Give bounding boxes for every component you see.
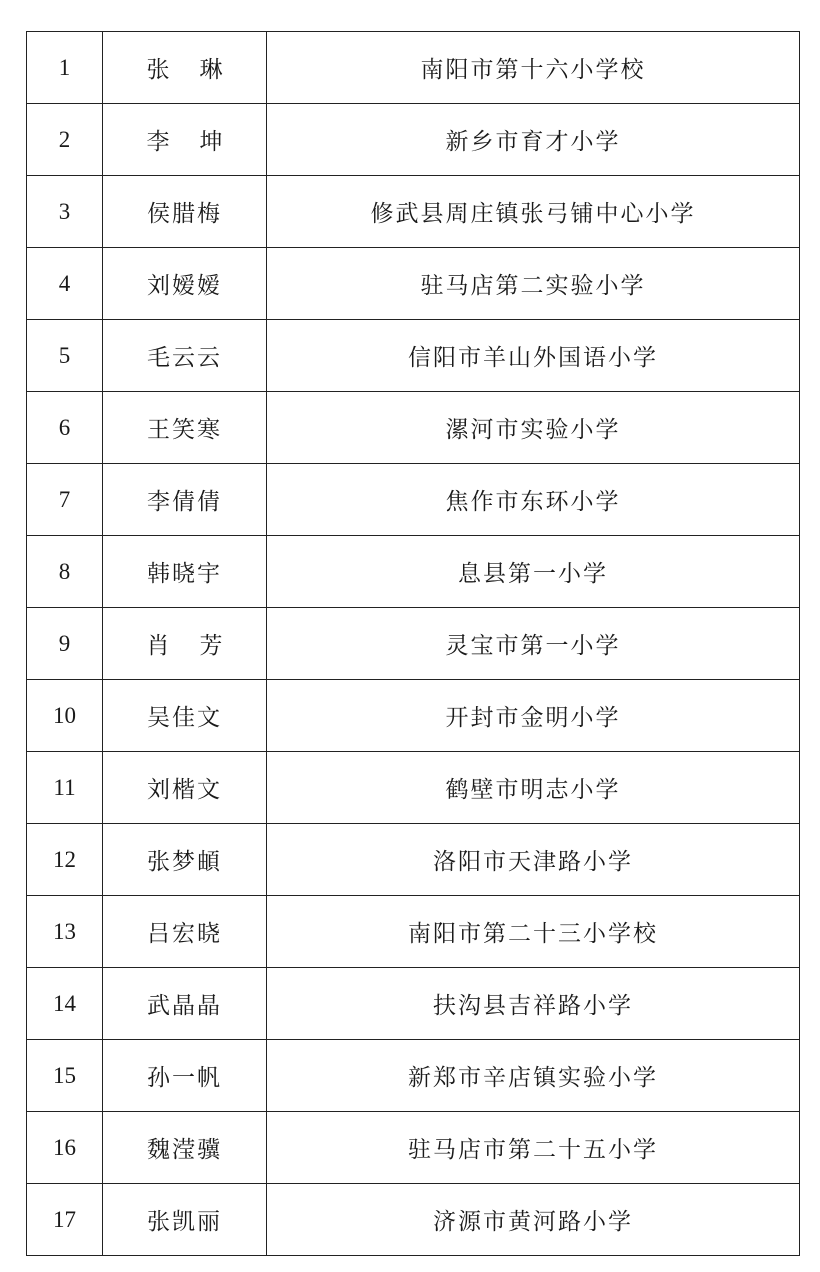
school-name: 鹤壁市明志小学: [267, 752, 800, 824]
person-name: 刘楷文: [147, 777, 222, 803]
person-name: 韩晓宇: [147, 561, 222, 587]
school-name: 南阳市第二十三小学校: [267, 896, 800, 968]
school-name: 新乡市育才小学: [267, 104, 800, 176]
person-name: 张琳: [146, 57, 253, 83]
person-name: 魏滢骥: [147, 1137, 222, 1163]
table-row: [27, 1184, 800, 1256]
person-name: 吕宏晓: [147, 921, 222, 947]
person-name: 孙一帆: [147, 1065, 222, 1091]
table-row: [27, 392, 800, 464]
school-name: 焦作市东环小学: [267, 464, 800, 536]
school-name: 驻马店第二实验小学: [267, 248, 800, 320]
person-name-cell: [103, 32, 267, 104]
table-row: [27, 968, 800, 1040]
person-name: 刘嫒嫒: [147, 273, 222, 299]
school-name: 驻马店市第二十五小学: [267, 1112, 800, 1184]
row-number: 17: [27, 1184, 103, 1256]
row-number: 4: [27, 248, 103, 320]
school-name: 信阳市羊山外国语小学: [267, 320, 800, 392]
row-number: 8: [27, 536, 103, 608]
person-name-cell: [103, 104, 267, 176]
person-name: 侯腊梅: [147, 201, 222, 227]
row-number: 5: [27, 320, 103, 392]
roster-body: [27, 32, 800, 1256]
school-name: 新郑市辛店镇实验小学: [267, 1040, 800, 1112]
person-name-cell: [103, 608, 267, 680]
school-name: 漯河市实验小学: [267, 392, 800, 464]
roster-table: [26, 31, 800, 1256]
table-row: [27, 1040, 800, 1112]
person-name: 张凯丽: [147, 1209, 222, 1235]
person-name-cell: [103, 968, 267, 1040]
row-number: 10: [27, 680, 103, 752]
person-name-cell: [103, 536, 267, 608]
row-number: 6: [27, 392, 103, 464]
person-name: 李坤: [146, 129, 253, 155]
person-name: 肖芳: [146, 633, 253, 659]
table-row: [27, 1112, 800, 1184]
person-name-cell: [103, 1184, 267, 1256]
person-name-cell: [103, 680, 267, 752]
row-number: 14: [27, 968, 103, 1040]
table-row: [27, 248, 800, 320]
school-name: 济源市黄河路小学: [267, 1184, 800, 1256]
row-number: 1: [27, 32, 103, 104]
person-name-cell: [103, 896, 267, 968]
row-number: 16: [27, 1112, 103, 1184]
person-name: 吴佳文: [147, 705, 222, 731]
table-row: [27, 464, 800, 536]
row-number: 11: [27, 752, 103, 824]
table-row: [27, 32, 800, 104]
person-name: 王笑寒: [147, 417, 222, 443]
table-row: [27, 536, 800, 608]
person-name: 武晶晶: [147, 993, 222, 1019]
table-row: [27, 320, 800, 392]
table-row: [27, 824, 800, 896]
person-name-cell: [103, 392, 267, 464]
school-name: 扶沟县吉祥路小学: [267, 968, 800, 1040]
person-name: 李倩倩: [147, 489, 222, 515]
school-name: 南阳市第十六小学校: [267, 32, 800, 104]
row-number: 13: [27, 896, 103, 968]
row-number: 2: [27, 104, 103, 176]
school-name: 开封市金明小学: [267, 680, 800, 752]
person-name-cell: [103, 752, 267, 824]
person-name-cell: [103, 1040, 267, 1112]
school-name: 息县第一小学: [267, 536, 800, 608]
person-name-cell: [103, 464, 267, 536]
row-number: 12: [27, 824, 103, 896]
person-name-cell: [103, 824, 267, 896]
table-row: [27, 680, 800, 752]
school-name: 灵宝市第一小学: [267, 608, 800, 680]
table-row: [27, 176, 800, 248]
person-name: 毛云云: [147, 345, 222, 371]
table-row: [27, 608, 800, 680]
row-number: 3: [27, 176, 103, 248]
row-number: 9: [27, 608, 103, 680]
person-name-cell: [103, 176, 267, 248]
row-number: 15: [27, 1040, 103, 1112]
table-row: [27, 104, 800, 176]
person-name-cell: [103, 1112, 267, 1184]
school-name: 洛阳市天津路小学: [267, 824, 800, 896]
table-row: [27, 896, 800, 968]
person-name-cell: [103, 248, 267, 320]
school-name: 修武县周庄镇张弓铺中心小学: [267, 176, 800, 248]
table-row: [27, 752, 800, 824]
person-name-cell: [103, 320, 267, 392]
person-name: 张梦頔: [147, 849, 222, 875]
row-number: 7: [27, 464, 103, 536]
